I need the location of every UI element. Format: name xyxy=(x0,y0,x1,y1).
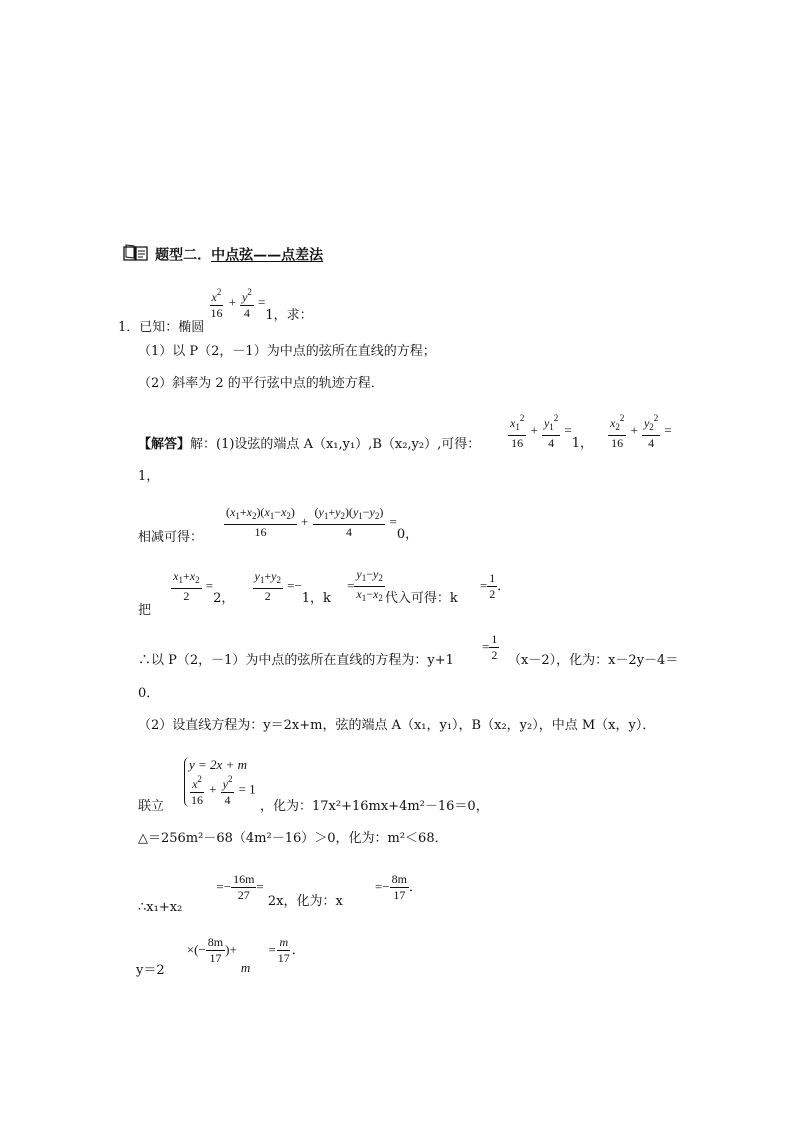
book-icon xyxy=(122,243,150,267)
solution-l2-rhs: 0， xyxy=(396,527,419,542)
solution-l3-sub: 代入可得：k xyxy=(384,591,458,606)
solution-l4-tail: （x－2），化为：x－2y－4＝ xyxy=(508,653,679,668)
problem-intro: 已知：椭圆 xyxy=(139,319,205,335)
solution-line-2-eq: $\frac{(x_1+x_2)(x_1-x_2)}{16}$ + $\frac{(y_1+y_2)(y_1-y_2)}{4}$ =0， xyxy=(226,505,419,542)
ellipse-x-frac: $\frac{x^2}{16}$ xyxy=(210,287,223,320)
section-heading xyxy=(122,243,323,267)
solution-line-3: 把 $\frac{x_1+x_2}{2}$ =2， $\frac{y_1+y_2}{2}$ =−1，k = $\frac{y_1-y_2}{x_1-x_2}$ 代入可得：k = $\frac{1}{2}$ ． xyxy=(138,567,511,618)
solution-l8-mid: 2x，化为：x xyxy=(267,894,343,909)
solution-line-7: △＝256m²－68（4m²－16）＞0，化为：m²＜68． xyxy=(138,831,448,846)
problem-number: 1． xyxy=(118,319,140,335)
heading-prefix: 题型二． xyxy=(155,247,212,264)
solution-l1-cont: 1， xyxy=(138,469,160,484)
solution-line-9: y＝2 ×(− $\frac{8m}{17}$ )+ m = $\frac{m}{17}$ ． xyxy=(136,935,305,978)
solution-line-4: ∴以 P（2，－1）为中点的弦所在直线的方程为：y+1 xyxy=(138,653,454,668)
solution-l1-eq1: $\frac{x_1^2}{16}$ + $\frac{y_1^2}{4}$ =1， xyxy=(510,413,594,451)
solution-label: 【解答】 xyxy=(138,437,191,452)
solution-line-2-label: 相减可得： xyxy=(138,530,204,545)
solution-line-1 xyxy=(138,437,480,453)
solution-l3-ba: 把 xyxy=(138,603,152,618)
question-2: （2）斜率为 2 的平行弦中点的轨迹方程． xyxy=(138,376,384,391)
ellipse-y-frac: $\frac{y^2}{4}$ xyxy=(242,287,252,320)
solution-line-5: （2）设直线方程为：y＝2x+m，弦的端点 A（x₁，y₁），B（x₂，y₂），中点 M（x，y）． xyxy=(138,718,656,733)
solution-l1-eq2: $\frac{x_2^2}{16}$ + $\frac{y_2^2}{4}$ = xyxy=(610,413,672,450)
solution-l4-frac: = $\frac{1}{2}$ xyxy=(482,632,498,662)
solution-line-6-label: 联立 xyxy=(138,799,165,814)
solution-l3-v1: 2， xyxy=(213,591,235,606)
solution-l9-pre: y＝2 xyxy=(136,963,165,978)
solution-line-8: ∴x₁+x₂ =− $\frac{16m}{27}$ = 2x，化为：x =− $\frac{8m}{17}$ ． xyxy=(138,872,422,915)
question-1: （1）以 P（2，－1）为中点的弦所在直线的方程； xyxy=(138,344,436,359)
ellipse-rhs: 1 xyxy=(265,307,274,323)
problem-line: 1．已知：椭圆 $\frac{x^2}{16}$ + $\frac{y^2}{4}$ =1，求： xyxy=(118,287,313,335)
solution-l8-pre: ∴x₁+x₂ xyxy=(138,900,183,915)
solution-l3-v2: 1，k xyxy=(301,591,331,606)
solution-l4-cont: 0． xyxy=(138,686,160,701)
solution-l1-text: 解：(1)设弦的端点 A（x₁,y₁）,B（x₂,y₂）,可得： xyxy=(190,437,481,452)
solution-l9-m: m xyxy=(240,960,251,975)
solution-l6-rest: ，化为：17x²+16mx+4m²－16＝0， xyxy=(260,799,489,814)
solution-l3-minus: =− xyxy=(287,578,302,593)
heading-title: 中点弦——点差法 xyxy=(211,247,324,264)
solution-l6-system: y = 2x + m $\frac{x^2}{16}$ + $\frac{y^2}{4}$ = 1 xyxy=(184,757,256,807)
ellipse-ask: ，求： xyxy=(273,307,313,323)
